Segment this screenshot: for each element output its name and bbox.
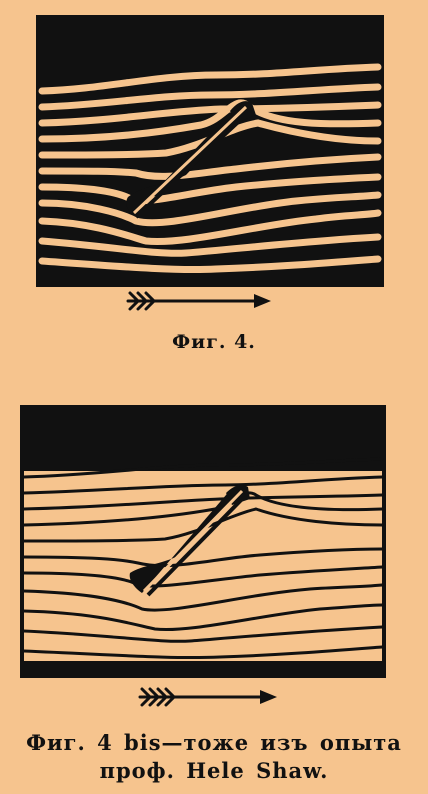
flow-diagram-figure-4 <box>36 15 384 287</box>
flow-diagram-figure-4-bis <box>20 405 386 678</box>
figure-4-bis-caption-line2: проф. Hele Shaw. <box>99 758 329 783</box>
flow-direction-arrow-icon <box>126 289 272 313</box>
flow-direction-arrow-icon <box>138 685 278 709</box>
figure-4-bis-caption-line1: Фиг. 4 bis—тоже изъ опыта <box>26 730 402 755</box>
figure-4-caption: Фиг. 4. <box>172 331 256 353</box>
